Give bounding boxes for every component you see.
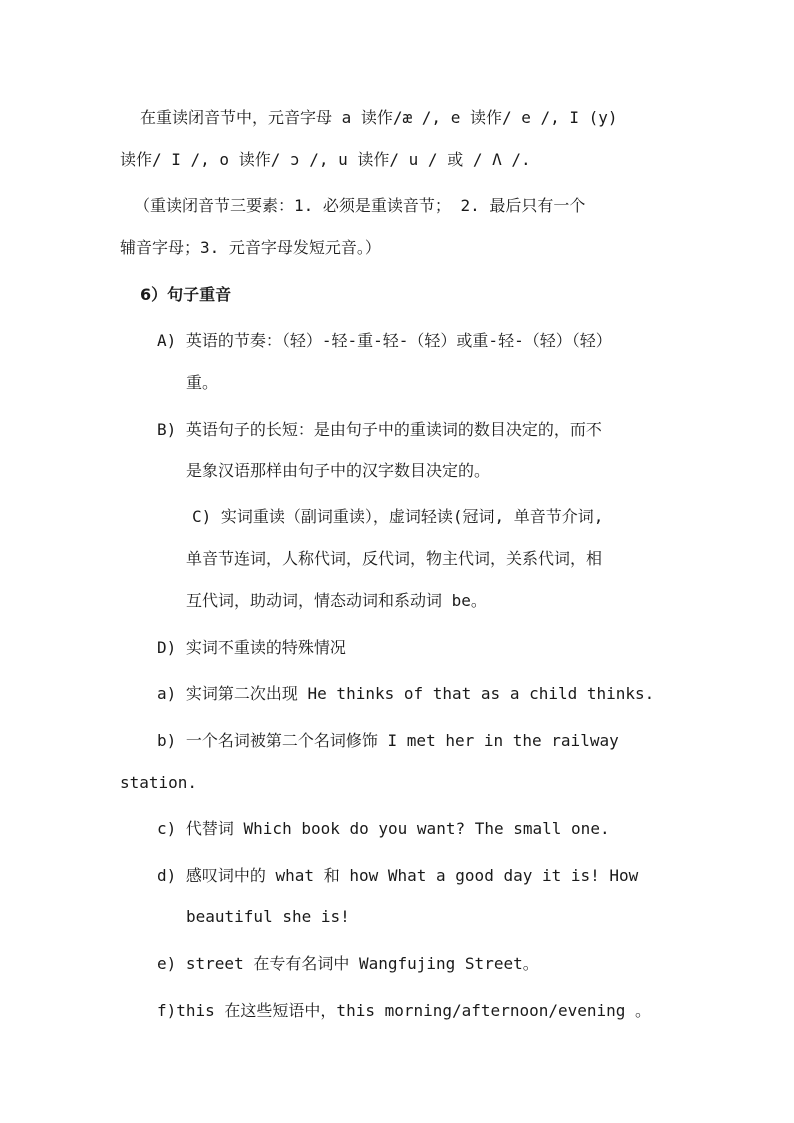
section-heading: 6）句子重音 <box>140 285 232 304</box>
text-line: 在重读闭音节中，元音字母 a 读作/æ /, e 读作/ e /, I (y) <box>140 108 618 127</box>
text-line: C) 实词重读（副词重读），虚词轻读(冠词, 单音节介词, <box>192 507 604 526</box>
text-line: b) 一个名词被第二个名词修饰 I met her in the railway <box>157 731 619 750</box>
text-line: 单音节连词，人称代词，反代词，物主代词，关系代词，相 <box>186 549 603 568</box>
text-line: c) 代替词 Which book do you want? The small one. <box>157 819 610 838</box>
text-line: beautiful she is! <box>186 907 350 926</box>
text-line: d) 感叹词中的 what 和 how What a good day it is! How <box>157 866 639 885</box>
text-line: B) 英语句子的长短：是由句子中的重读词的数目决定的，而不 <box>157 420 602 439</box>
text-line: D) 实词不重读的特殊情况 <box>157 638 346 657</box>
text-line: f)this 在这些短语中，this morning/afternoon/evening 。 <box>157 1001 652 1020</box>
text-line: 互代词，助动词，情态动词和系动词 be。 <box>186 591 487 610</box>
text-line: 重。 <box>186 373 219 392</box>
text-line: A) 英语的节奏：（轻）-轻-重-轻-（轻）或重-轻-（轻）（轻） <box>157 331 612 350</box>
text-line: station. <box>120 773 198 792</box>
text-line: 读作/ I /, o 读作/ ɔ /, u 读作/ u / 或 / Λ /. <box>120 150 531 169</box>
text-line: 是象汉语那样由句子中的汉字数目决定的。 <box>186 461 491 480</box>
text-line: 辅音字母；3. 元音字母发短元音。） <box>120 238 381 257</box>
text-line: a) 实词第二次出现 He thinks of that as a child thinks. <box>157 684 655 703</box>
text-line: e) street 在专有名词中 Wangfujing Street。 <box>157 954 539 973</box>
text-line: （重读闭音节三要素：1. 必须是重读音节； 2. 最后只有一个 <box>134 196 586 215</box>
